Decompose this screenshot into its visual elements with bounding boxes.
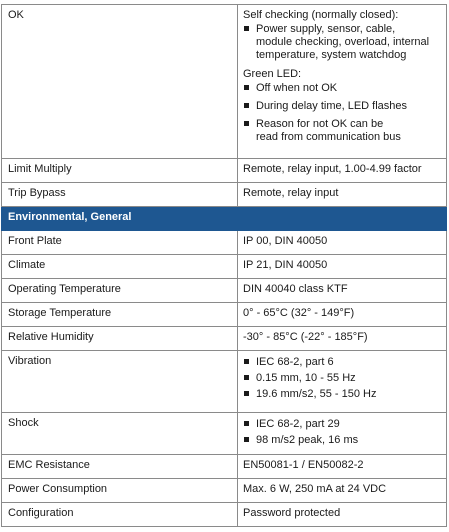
ok-led-heading: Green LED: <box>243 68 302 80</box>
row-label: Shock <box>2 413 238 455</box>
row-value: -30° - 85°C (-22° - 185°F) <box>238 327 447 351</box>
list-item <box>243 418 440 431</box>
table-row-shock <box>2 413 447 455</box>
table-row-power-consumption <box>2 479 447 503</box>
table-row-configuration <box>2 503 447 527</box>
row-value <box>238 5 447 159</box>
row-value: DIN 40040 class KTF <box>238 279 447 303</box>
square-bullet-icon <box>244 85 249 90</box>
table-row-storage-temperature <box>2 303 447 327</box>
square-bullet-icon <box>244 359 249 364</box>
row-value <box>238 351 447 413</box>
table-row-front-plate <box>2 231 447 255</box>
list-item-text: 19.6 mm/s2, 55 - 150 Hz <box>256 388 377 400</box>
section-title: Environmental, General <box>2 207 447 231</box>
ok-intro-text: Self checking (normally closed): <box>243 9 399 21</box>
row-label: Operating Temperature <box>2 279 238 303</box>
table-row-limit-multiply <box>2 159 447 183</box>
square-bullet-icon <box>244 421 249 426</box>
square-bullet-icon <box>244 26 249 31</box>
row-value: 0° - 65°C (32° - 149°F) <box>238 303 447 327</box>
list-item <box>243 434 440 447</box>
list-item <box>243 388 440 401</box>
row-label: Trip Bypass <box>2 183 238 207</box>
row-label: Power Consumption <box>2 479 238 503</box>
list-item-text: IEC 68-2, part 6 <box>256 356 334 368</box>
list-item-line: During delay time, LED flashes <box>256 100 408 112</box>
row-label: Configuration <box>2 503 238 527</box>
table-row-emc-resistance <box>2 455 447 479</box>
list-item-line: Off when not OK <box>256 82 338 94</box>
square-bullet-icon <box>244 121 249 126</box>
list-item-line: temperature, system watchdog <box>256 49 407 61</box>
section-header-row <box>2 207 447 231</box>
row-value: Password protected <box>238 503 447 527</box>
list-item-line: module checking, overload, internal <box>256 36 430 48</box>
list-item <box>243 356 440 369</box>
square-bullet-icon <box>244 103 249 108</box>
list-item <box>243 372 440 385</box>
list-item-text: 98 m/s2 peak, 16 ms <box>256 434 359 446</box>
row-label: Front Plate <box>2 231 238 255</box>
table-row-climate <box>2 255 447 279</box>
row-label: Limit Multiply <box>2 159 238 183</box>
row-label: Storage Temperature <box>2 303 238 327</box>
list-item-text: 0.15 mm, 10 - 55 Hz <box>256 372 356 384</box>
table-row-trip-bypass <box>2 183 447 207</box>
shock-list <box>243 418 440 447</box>
row-value: IP 00, DIN 40050 <box>238 231 447 255</box>
list-item-line: Power supply, sensor, cable, <box>256 23 396 35</box>
specifications-table <box>1 4 447 527</box>
row-value <box>238 413 447 455</box>
ok-self-check-list <box>243 23 440 62</box>
square-bullet-icon <box>244 437 249 442</box>
square-bullet-icon <box>244 375 249 380</box>
list-item <box>243 100 440 113</box>
row-value: Remote, relay input, 1.00-4.99 factor <box>238 159 447 183</box>
row-label: EMC Resistance <box>2 455 238 479</box>
ok-led-list <box>243 82 440 144</box>
row-value: Remote, relay input <box>238 183 447 207</box>
row-value: IP 21, DIN 40050 <box>238 255 447 279</box>
table-row-vibration <box>2 351 447 413</box>
vibration-list <box>243 356 440 401</box>
row-label: Relative Humidity <box>2 327 238 351</box>
row-label: Vibration <box>2 351 238 413</box>
list-item-line: Reason for not OK can be <box>256 118 384 130</box>
list-item <box>243 118 440 144</box>
table-row-relative-humidity <box>2 327 447 351</box>
list-item-line: read from communication bus <box>256 131 401 143</box>
square-bullet-icon <box>244 391 249 396</box>
table-row-operating-temperature <box>2 279 447 303</box>
row-label: Climate <box>2 255 238 279</box>
list-item-text: IEC 68-2, part 29 <box>256 418 340 430</box>
table-row-ok <box>2 5 447 159</box>
row-value: Max. 6 W, 250 mA at 24 VDC <box>238 479 447 503</box>
list-item <box>243 23 440 62</box>
row-label: OK <box>2 5 238 159</box>
list-item <box>243 82 440 95</box>
row-value: EN50081-1 / EN50082-2 <box>238 455 447 479</box>
